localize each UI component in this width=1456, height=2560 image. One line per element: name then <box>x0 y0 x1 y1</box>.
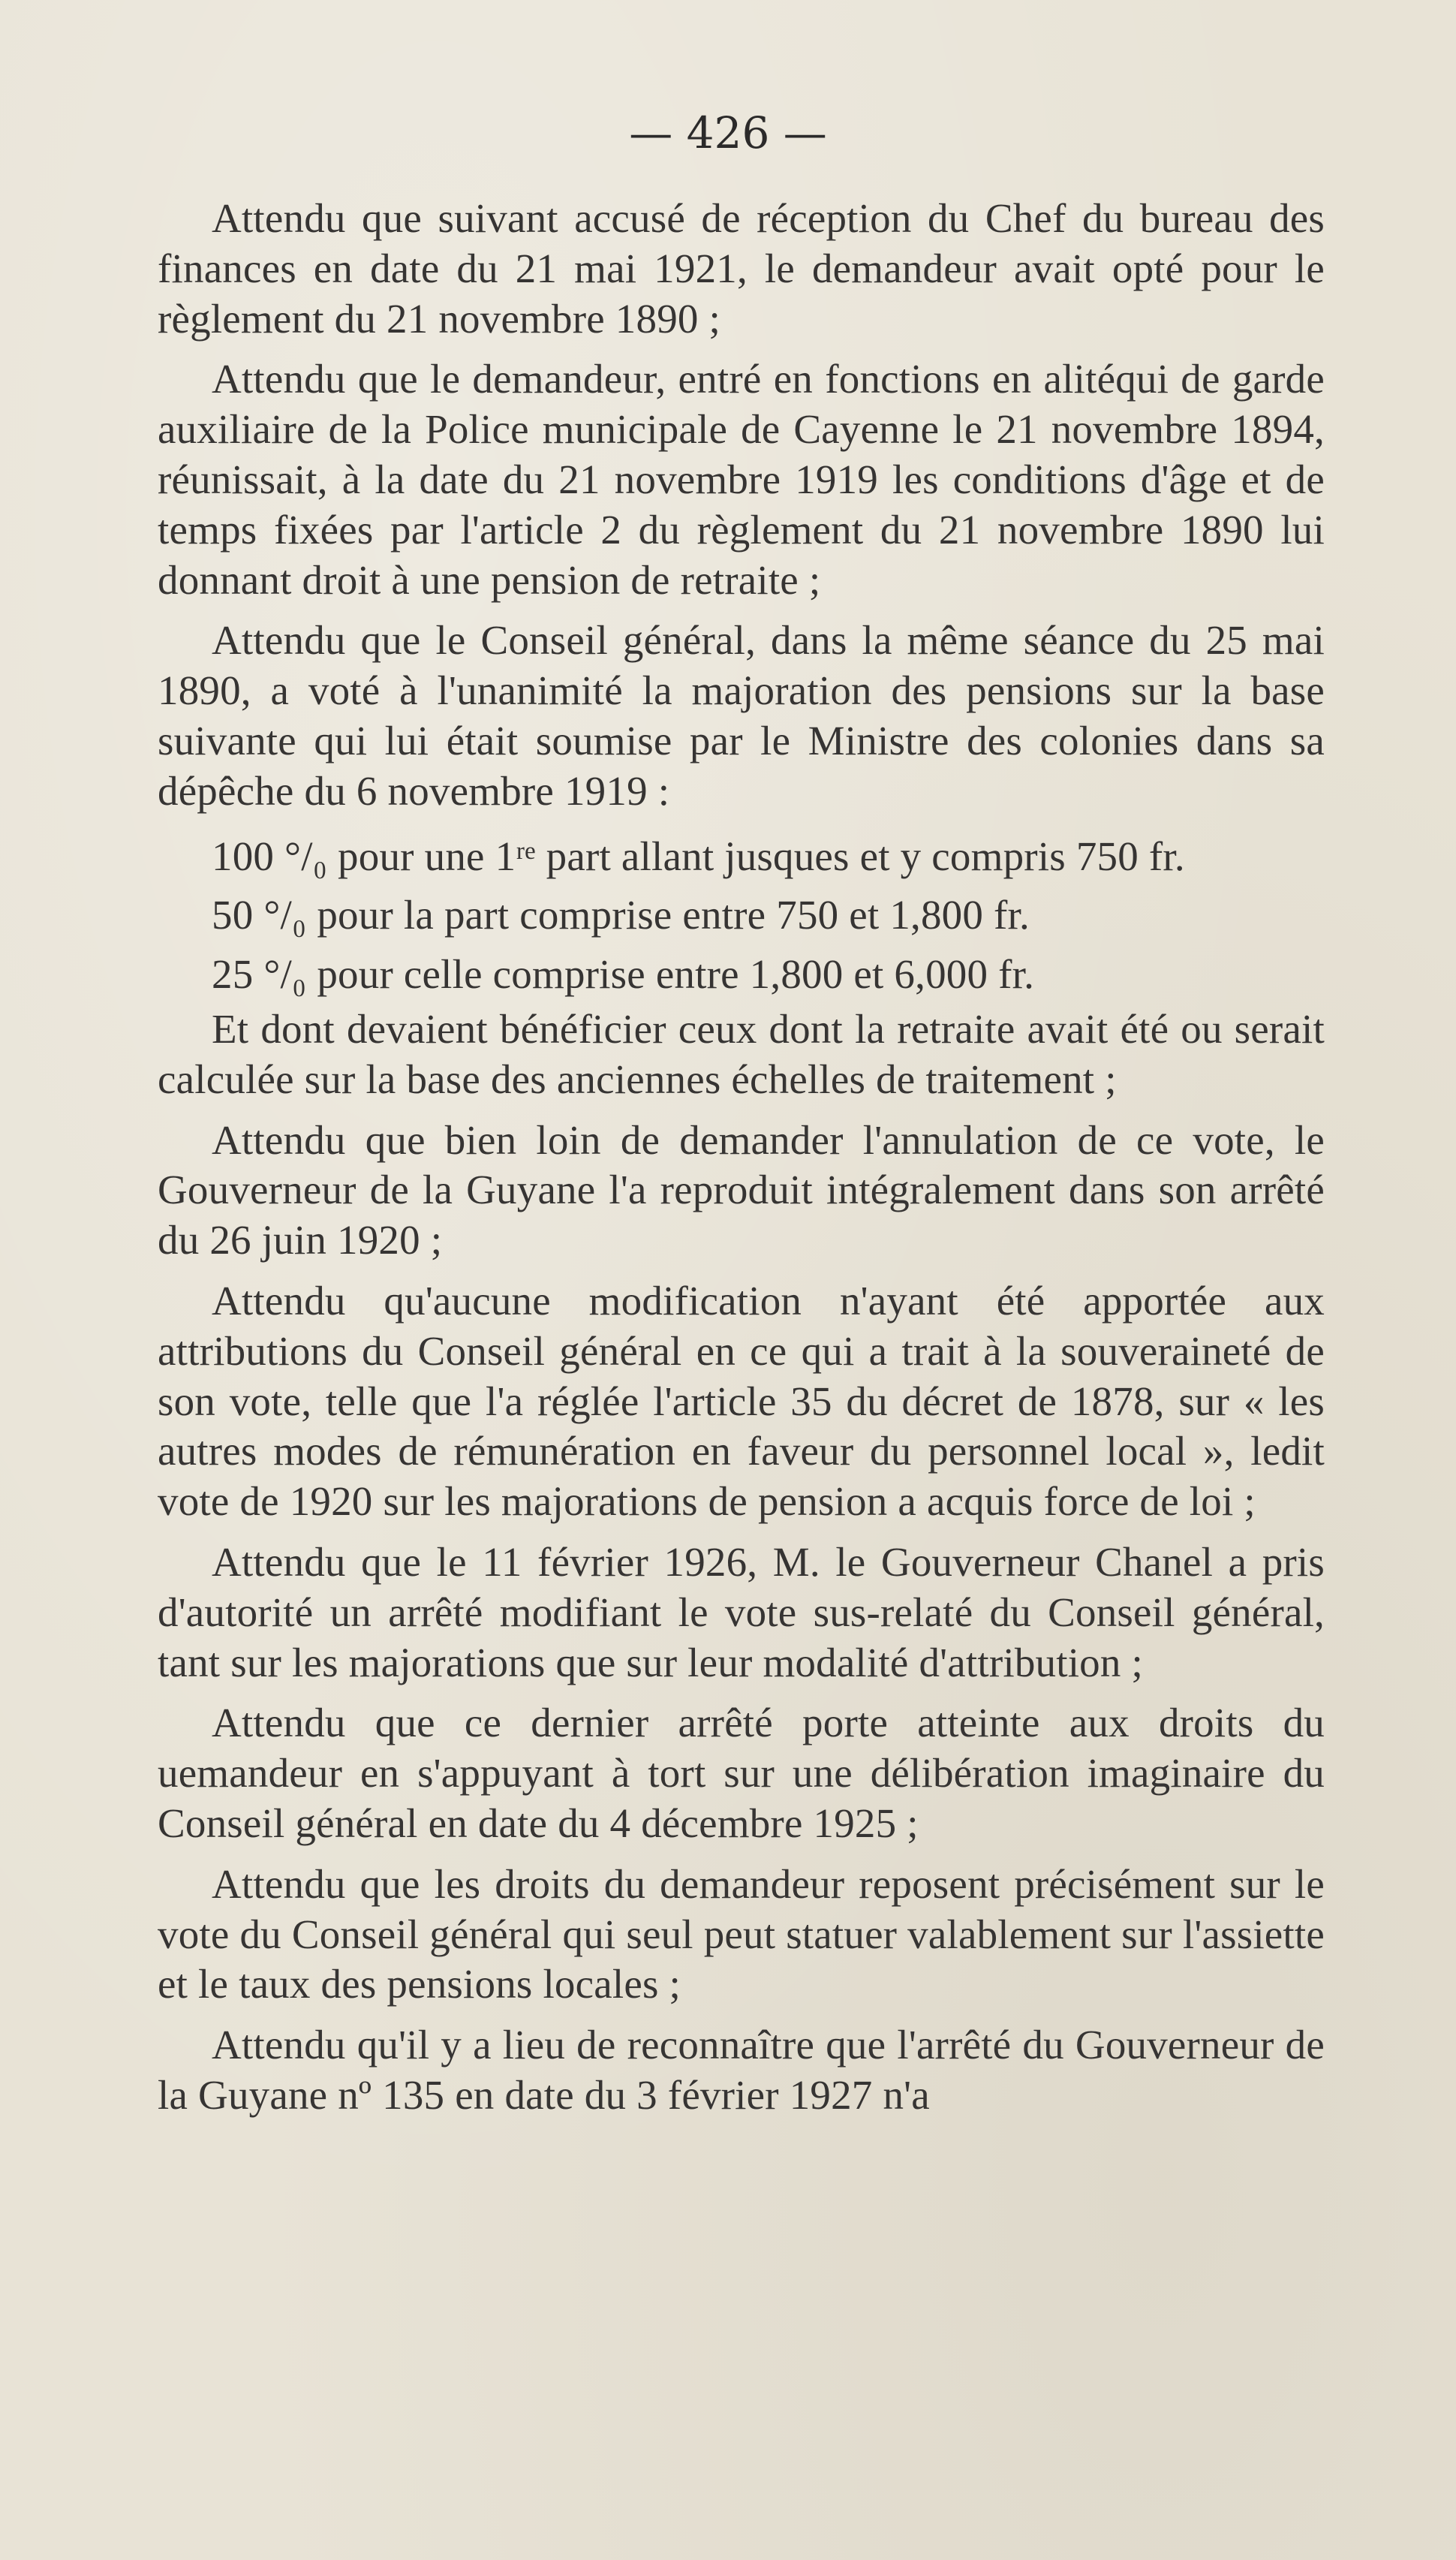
paragraph-arrete-1926: Attendu que le 11 février 1926, M. le Gouverneur Chanel a pris d'autorité un arrêté modifiant le vote sus-relaté du Conseil général, tant sur les majorations que sur leur modalité d'attribution ; <box>158 1538 1325 1685</box>
rate-line-50: 50 °/₀ pour la part comprise entre 750 et 1,800 fr. <box>212 892 1030 938</box>
paragraph-droits-demandeur: Attendu que les droits du demandeur reposent précisément sur le vote du Conseil général qui seul peut statuer valablement sur l'assiette et le taux des pensions locales ; <box>158 1860 1325 2007</box>
paragraph-gouverneur-arrete-1920: Attendu que bien loin de demander l'annulation de ce vote, le Gouverneur de la Guyane l'a reproduit intégralement dans son arrêté du 26 juin 1920 ; <box>158 1116 1325 1263</box>
paragraph-atteinte-droits: Attendu que ce dernier arrêté porte atteinte aux droits du uemandeur en s'appuyant à tort sur une délibération imaginaire du Conseil général en date du 4 décembre 1925 ; <box>158 1700 1325 1846</box>
paragraph-accuse-reception: Attendu que suivant accusé de réception du Chef du bureau des finances en date du 21 mai 1921, le demandeur avait opté pour le règlement du 21 novembre 1890 ; <box>158 195 1325 342</box>
paragraph-souverainete-vote: Attendu qu'aucune modification n'ayant été apportée aux attributions du Conseil général en ce qui a trait à la souveraineté de son vote, telle que l'a réglée l'article 35 du décret de 1878, sur « les autres modes de rémunération en faveur du personnel local », ledit vote de 1920 sur les majorations de pension a acquis force de loi ; <box>158 1277 1325 1525</box>
paragraph-arrete-1927: Attendu qu'il y a lieu de reconnaître que l'arrêté du Gouverneur de la Guyane nº 135 en date du 3 février 1927 n'a <box>158 2022 1325 2118</box>
rate-line-25: 25 °/₀ pour celle comprise entre 1,800 et 6,000 fr. <box>212 951 1035 998</box>
paragraph-conseil-general-majoration: Attendu que le Conseil général, dans la même séance du 25 mai 1890, a voté à l'unanimité la majoration des pensions sur la base suivante qui lui était soumise par le Ministre des colonies dans sa dépêche du 6 novembre 1919 : <box>158 617 1325 814</box>
page-number: — 426 — <box>629 107 827 158</box>
rate-line-100: 100 °/₀ pour une 1ʳᵉ part allant jusques et y compris 750 fr. <box>212 833 1185 879</box>
paragraph-beneficiaires: Et dont devaient bénéficier ceux dont la retraite avait été ou serait calculée sur la base des anciennes échelles de traitement ; <box>158 1005 1325 1102</box>
document-body <box>158 194 1325 2131</box>
paragraph-entre-en-fonctions: Attendu que le demandeur, entré en fonctions en alitéqui de garde auxiliaire de la Police municipale de Cayenne le 21 novembre 1894, réunissait, à la date du 21 novembre 1919 les conditions d'âge et de temps fixées par l'article 2 du règlement du 21 novembre 1890 lui donnant droit à une pension de retraite ; <box>158 356 1325 603</box>
